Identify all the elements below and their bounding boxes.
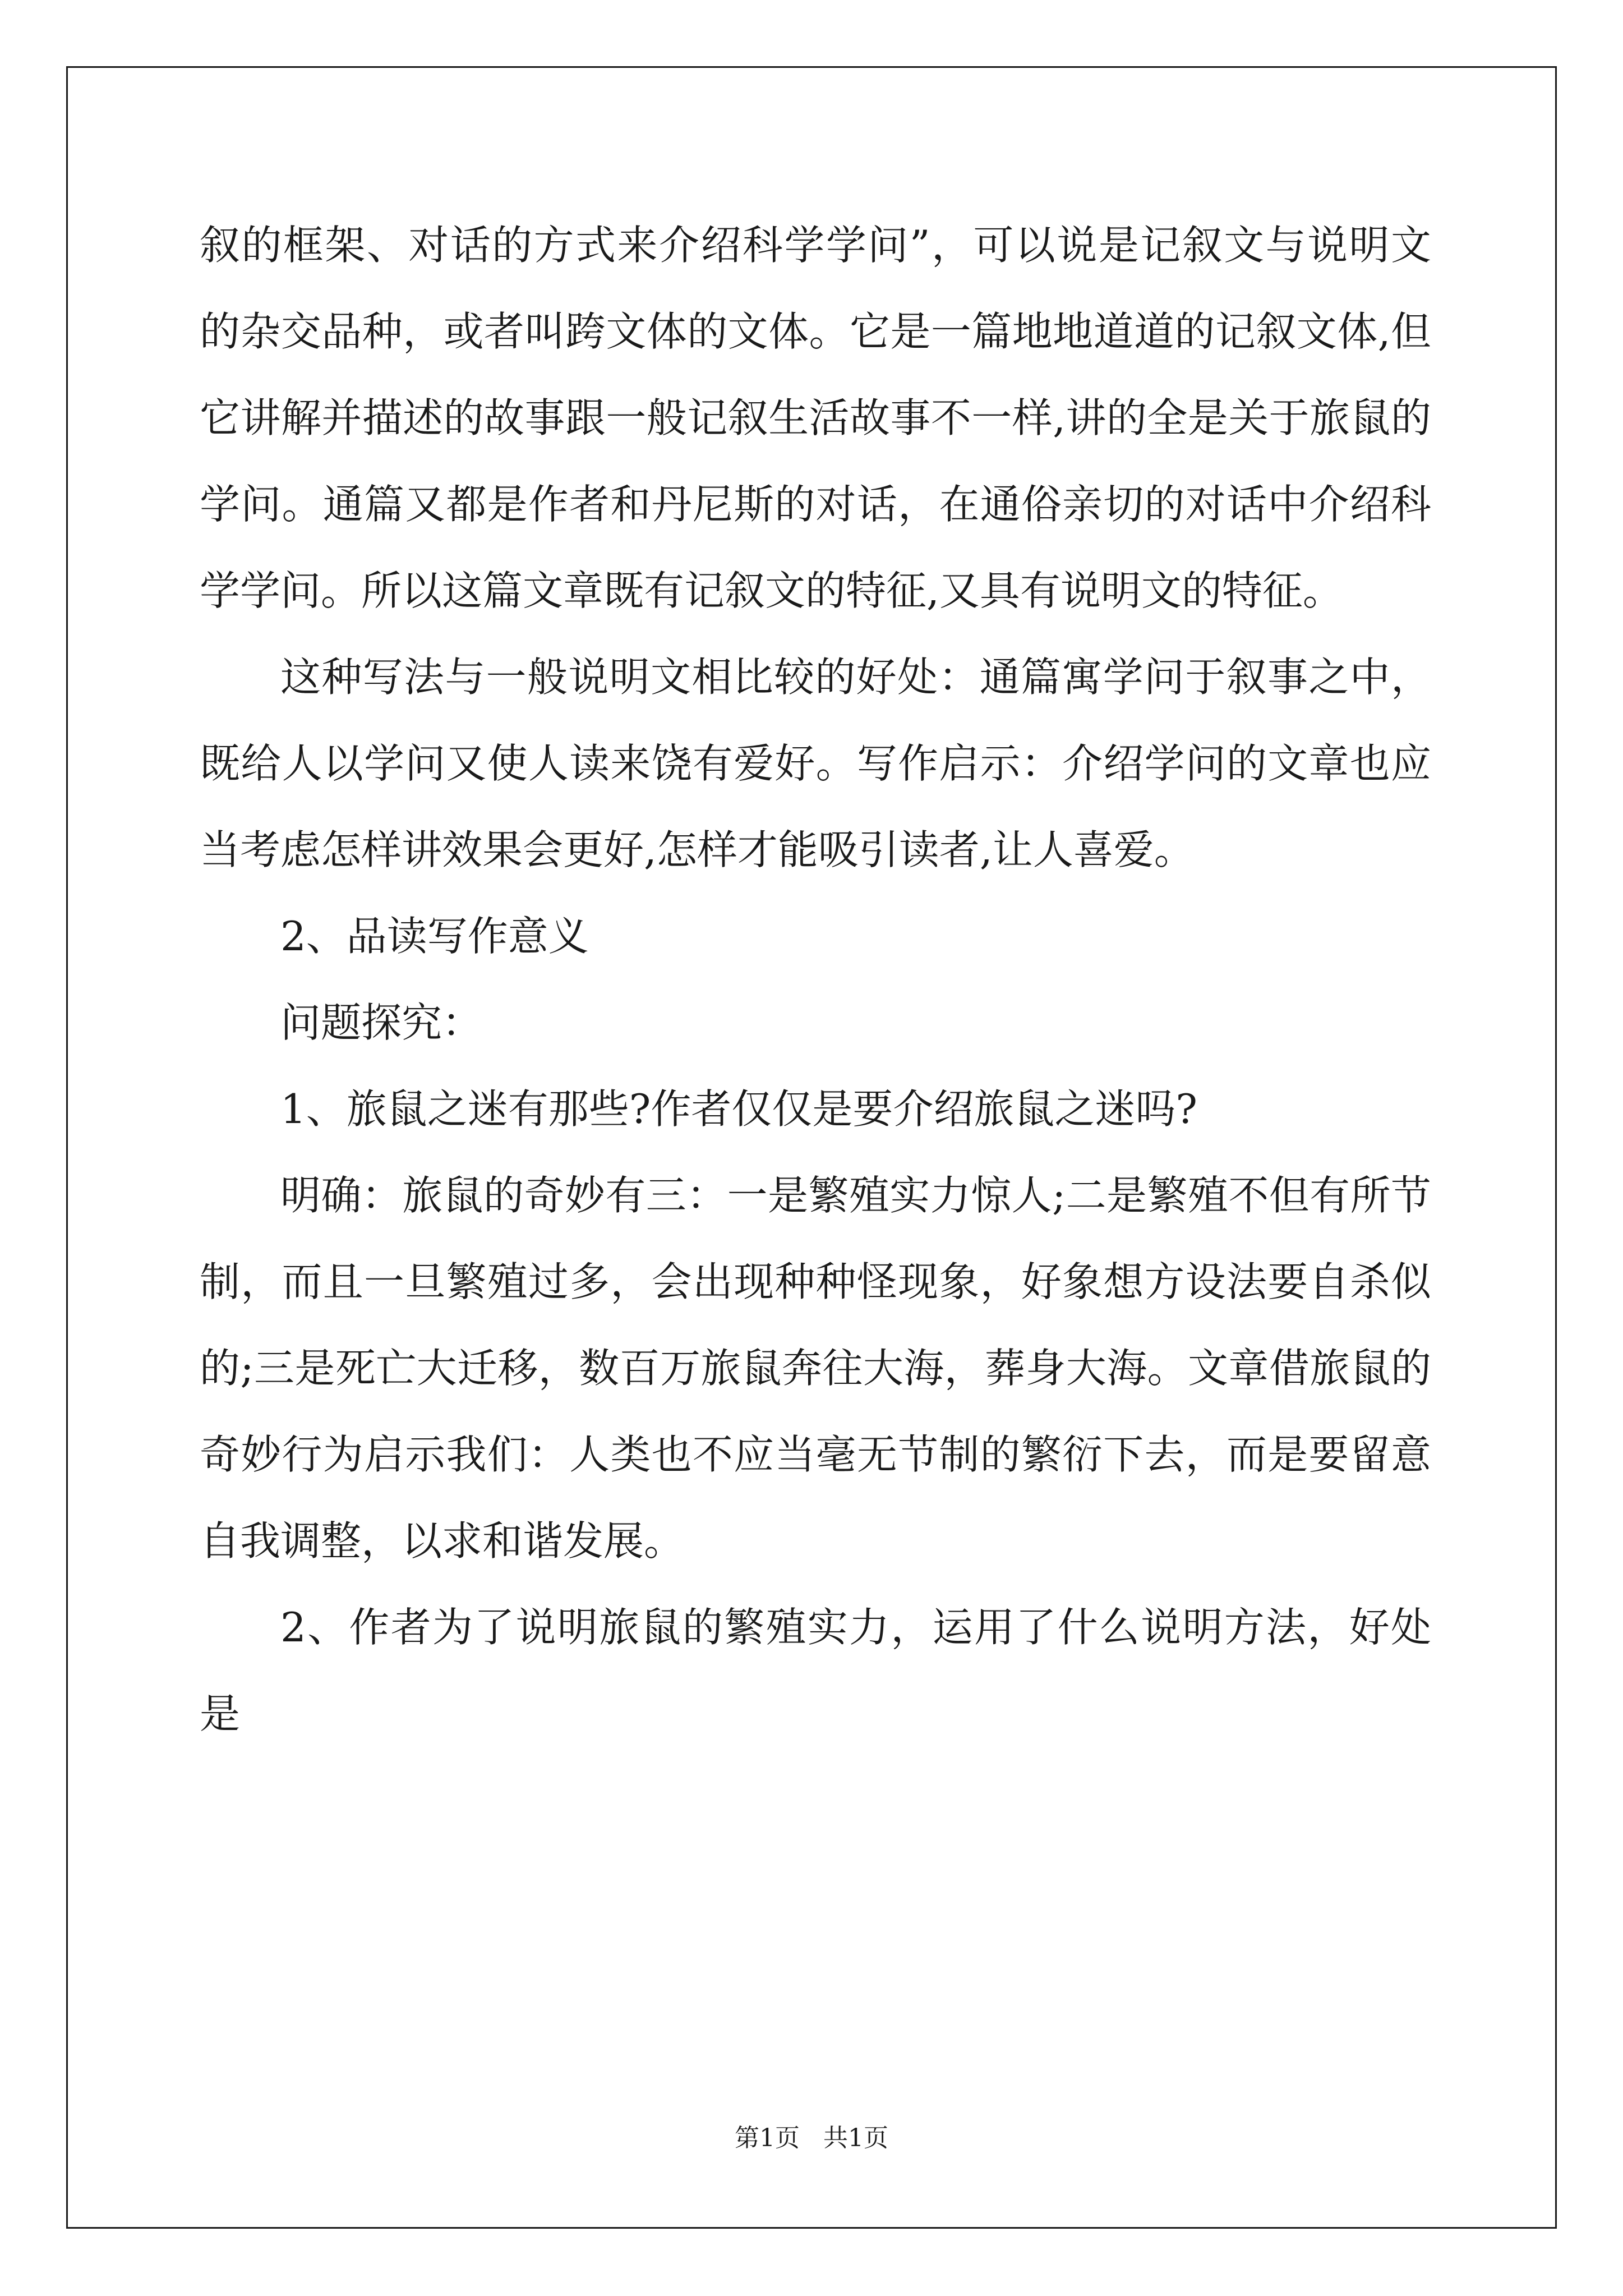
paragraph-4-question-label: 问题探究： [280,999,483,1046]
paragraph-2: 这种写法与一般说明文相比较的好处：通篇寓学问于叙事之中，既给人以学问又使人读来饶有爱好。写作启示：介绍学问的文章也应当考虑怎样讲效果会更好,怎样才能吸引读者,让人喜爱。 [200,654,1431,873]
page-footer: 第1页 共1页 [735,2124,888,2152]
paragraph-3-heading: 2、品读写作意义 [280,913,589,960]
paragraph-6-answer: 明确：旅鼠的奇妙有三：一是繁殖实力惊人;二是繁殖不但有所节制，而且一旦繁殖过多，会出现种种怪现象，好象想方设法要自杀似的;三是死亡大迁移，数百万旅鼠奔往大海，葬身大海。文章借旅鼠的奇妙行为启示我们：人类也不应当毫无节制的繁衍下去，而是要留意自我调整，以求和谐发展。 [200,1172,1431,1565]
document-body [200,202,1431,1757]
paragraph-5-question: 1、旅鼠之迷有那些?作者仅仅是要介绍旅鼠之迷吗? [280,1085,1198,1133]
paragraph-7-question: 2、作者为了说明旅鼠的繁殖实力，运用了什么说明方法，好处是 [200,1604,1431,1737]
paragraph-1: 叙的框架、对话的方式来介绍科学学问”，可以说是记叙文与说明文的杂交品种，或者叫跨文体的文体。它是一篇地地道道的记叙文体,但它讲解并描述的故事跟一般记叙生活故事不一样,讲的全是关于旅鼠的学问。通篇又都是作者和丹尼斯的对话，在通俗亲切的对话中介绍科学学问。所以这篇文章既有记叙文的特征,又具有说明文的特征。 [200,222,1431,614]
